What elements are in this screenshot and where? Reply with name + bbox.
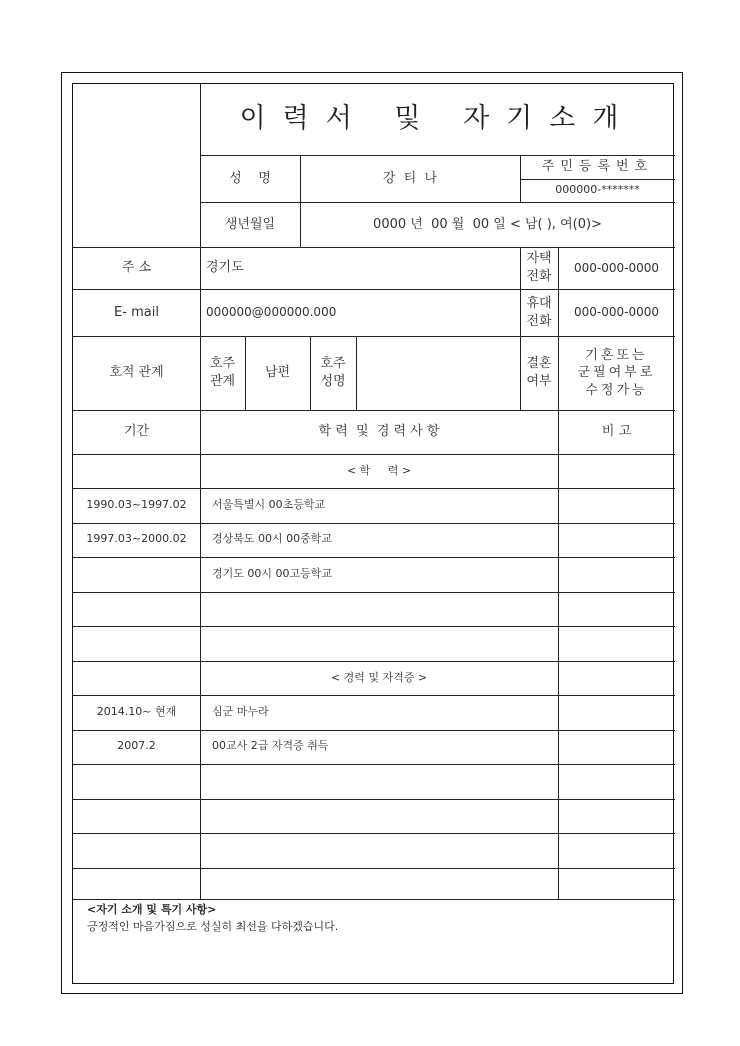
row-detail: 경기도 00시 00고등학교 <box>212 567 332 581</box>
row-note <box>558 799 675 834</box>
id-number-value: 000000-******* <box>555 183 640 197</box>
home-phone-label: 자택 전화 <box>526 251 552 284</box>
row-period <box>73 799 200 834</box>
row-detail <box>212 868 552 903</box>
row-note <box>558 523 675 558</box>
row-detail <box>212 799 552 834</box>
household-head-name-label: 호주 성명 <box>320 356 346 389</box>
household-head-relation-value: 남편 <box>264 365 291 381</box>
row-period <box>73 833 200 868</box>
history-column-header: 학 력 및 경 력 사 항 <box>318 424 440 440</box>
email-label: E- mail <box>114 304 159 320</box>
resume-form <box>72 83 674 984</box>
row-period: 2014.10~ 현재 <box>96 704 177 718</box>
row-detail: 경상북도 00시 00중학교 <box>212 532 332 546</box>
marital-status-label: 결혼 여부 <box>526 356 552 389</box>
row-period <box>73 557 200 592</box>
row-detail <box>212 592 552 627</box>
family-relation-label: 호적 관계 <box>109 365 164 381</box>
row-detail <box>212 764 552 799</box>
self-intro-heading: <자기 소개 및 특기 사항> <box>87 903 217 916</box>
period-column-header: 기간 <box>123 424 150 440</box>
email-value: 000000@000000.000 <box>206 305 337 320</box>
household-head-name-value <box>356 336 520 410</box>
row-note <box>558 695 675 730</box>
household-head-relation-label: 호주 관계 <box>209 356 236 389</box>
name-value: 강 티 나 <box>382 170 438 186</box>
row-period <box>73 764 200 799</box>
birthdate-label: 생년월일 <box>224 216 276 232</box>
home-phone-value: 000-000-0000 <box>573 260 659 275</box>
row-period <box>73 592 200 627</box>
document-title: 이력서 및 자기소개 <box>239 103 636 135</box>
row-note <box>558 868 675 903</box>
row-period: 1990.03~1997.02 <box>86 497 187 511</box>
address-value: 경기도 <box>206 260 244 276</box>
page-outer-border <box>61 72 683 994</box>
row-note <box>558 626 675 661</box>
row-note <box>558 764 675 799</box>
row-note <box>558 557 675 592</box>
row-note <box>558 488 675 523</box>
self-intro-body: 긍정적인 마음가짐으로 성실히 최선을 다하겠습니다. <box>87 920 339 933</box>
mobile-phone-value: 000-000-0000 <box>573 305 659 320</box>
row-period <box>73 626 200 661</box>
row-detail <box>212 833 552 868</box>
row-detail: 00교사 2급 자격증 취득 <box>212 739 329 753</box>
row-detail: 서울특별시 00초등학교 <box>212 497 326 511</box>
row-period: 1997.03~2000.02 <box>86 532 187 546</box>
career-section-header: < 경력 및 자격증 > <box>330 670 428 684</box>
row-period <box>73 868 200 903</box>
marital-status-value: 기혼또는 군필여부로 수정가능 <box>577 347 656 398</box>
birthdate-value: 0000 년 00 월 00 일 < 남( ), 여(0)> <box>373 216 602 232</box>
address-label: 주 소 <box>121 260 152 276</box>
row-period: 2007.2 <box>117 739 156 753</box>
note-column-header: 비 고 <box>601 424 632 440</box>
id-number-label: 주민등록번호 <box>541 159 654 175</box>
row-note <box>558 730 675 765</box>
education-section-header: < 학 력 > <box>346 463 412 477</box>
row-note <box>558 833 675 868</box>
row-detail <box>212 626 552 661</box>
row-detail: 심군 마누라 <box>212 704 269 718</box>
row-note <box>558 592 675 627</box>
name-label: 성 명 <box>229 170 271 186</box>
mobile-phone-label: 휴대 전화 <box>526 295 552 329</box>
